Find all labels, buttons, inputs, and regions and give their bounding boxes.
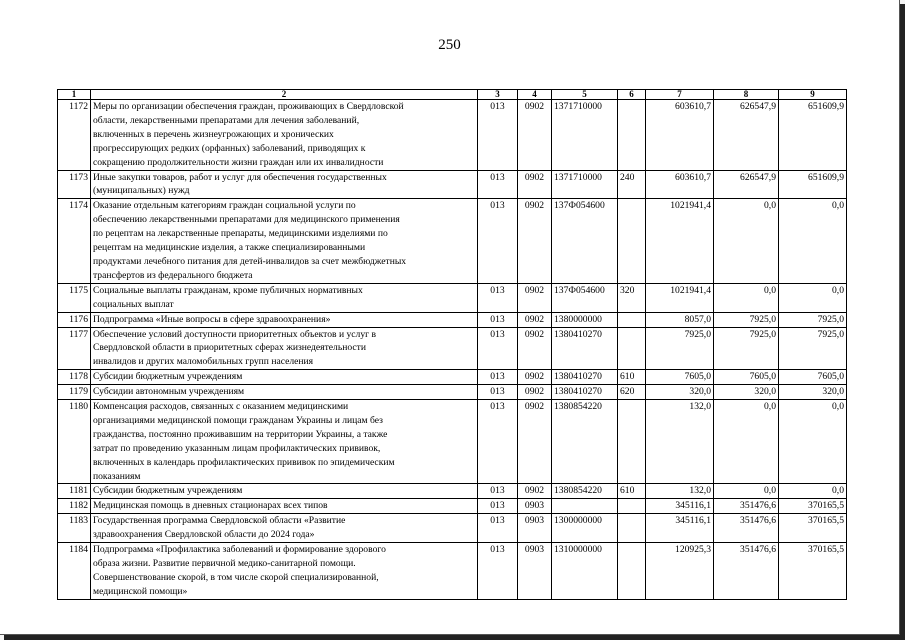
amount-year1-cell: 7605,0 bbox=[646, 370, 714, 385]
amount-year3-cell: 7605,0 bbox=[779, 370, 847, 385]
amount-year1-cell: 345116,1 bbox=[646, 499, 714, 514]
amount-year1-cell: 1021941,4 bbox=[646, 283, 714, 312]
expense-type-cell: 620 bbox=[618, 385, 646, 400]
table-row bbox=[58, 312, 847, 327]
table-row bbox=[58, 499, 847, 514]
description-line: Государственная программа Свердловской области «Развитие bbox=[93, 515, 346, 527]
table-body bbox=[58, 100, 847, 600]
amount-year2-cell: 0,0 bbox=[714, 484, 779, 499]
description-line: показаниям bbox=[93, 470, 141, 482]
expense-type-cell: 240 bbox=[618, 170, 646, 199]
table-row bbox=[58, 100, 847, 171]
admin-code-cell: 013 bbox=[478, 327, 518, 370]
description-line: Подпрограмма «Иные вопросы в сфере здравоохранения» bbox=[93, 313, 331, 325]
row-number-cell: 1178 bbox=[58, 370, 91, 385]
expense-type-cell bbox=[618, 400, 646, 484]
description-cell bbox=[91, 385, 478, 400]
row-number-cell: 1172 bbox=[58, 100, 91, 171]
header-cell: 4 bbox=[518, 90, 552, 100]
row-number-cell: 1176 bbox=[58, 312, 91, 327]
description-cell bbox=[91, 400, 478, 484]
amount-year3-cell: 370165,5 bbox=[779, 543, 847, 600]
amount-year1-cell: 345116,1 bbox=[646, 514, 714, 543]
amount-year3-cell: 370165,5 bbox=[779, 514, 847, 543]
admin-code-cell: 013 bbox=[478, 312, 518, 327]
description-line: по рецептам на лекарственные препараты, медицинскими изделиями по bbox=[93, 228, 388, 240]
header-cell: 5 bbox=[552, 90, 618, 100]
amount-year3-cell: 7925,0 bbox=[779, 312, 847, 327]
amount-year3-cell: 0,0 bbox=[779, 199, 847, 283]
admin-code-cell: 013 bbox=[478, 514, 518, 543]
amount-year3-cell: 0,0 bbox=[779, 484, 847, 499]
target-code-cell: 1380854220 bbox=[552, 484, 618, 499]
amount-year1-cell: 120925,3 bbox=[646, 543, 714, 600]
amount-year3-cell: 651609,9 bbox=[779, 100, 847, 171]
row-number-cell: 1175 bbox=[58, 283, 91, 312]
description-cell bbox=[91, 514, 478, 543]
header-cell: 8 bbox=[714, 90, 779, 100]
section-code-cell: 0903 bbox=[518, 543, 552, 600]
target-code-cell: 1380410270 bbox=[552, 327, 618, 370]
amount-year3-cell: 370165,5 bbox=[779, 499, 847, 514]
amount-year2-cell: 7925,0 bbox=[714, 312, 779, 327]
description-line: Подпрограмма «Профилактика заболеваний и формирование здорового bbox=[93, 544, 386, 556]
description-line: Субсидии бюджетным учреждениям bbox=[93, 371, 243, 383]
amount-year3-cell: 7925,0 bbox=[779, 327, 847, 370]
description-line: обеспечению лекарственными препаратами для медицинского применения bbox=[93, 214, 400, 226]
description-line: Субсидии автономным учреждениям bbox=[93, 386, 245, 398]
amount-year2-cell: 0,0 bbox=[714, 283, 779, 312]
description-cell bbox=[91, 199, 478, 283]
amount-year3-cell: 651609,9 bbox=[779, 170, 847, 199]
amount-year2-cell: 351476,6 bbox=[714, 499, 779, 514]
expense-type-cell: 610 bbox=[618, 370, 646, 385]
header-row bbox=[58, 90, 847, 100]
description-cell bbox=[91, 484, 478, 499]
table-row bbox=[58, 400, 847, 484]
table-row bbox=[58, 327, 847, 370]
header-cell: 9 bbox=[779, 90, 847, 100]
description-line: здравоохранения Свердловской области до 2024 года» bbox=[93, 529, 315, 541]
page-shadow-right bbox=[900, 4, 905, 640]
amount-year1-cell: 132,0 bbox=[646, 400, 714, 484]
admin-code-cell: 013 bbox=[478, 543, 518, 600]
target-code-cell: 1310000000 bbox=[552, 543, 618, 600]
section-code-cell: 0902 bbox=[518, 100, 552, 171]
amount-year2-cell: 626547,9 bbox=[714, 170, 779, 199]
description-line: сокращению продолжительности жизни граждан или их инвалидности bbox=[93, 156, 384, 168]
description-line: трансфертов из федерального бюджета bbox=[93, 269, 253, 281]
table-row bbox=[58, 514, 847, 543]
description-line: медицинской помощи» bbox=[93, 585, 188, 597]
description-line: Компенсация расходов, связанных с оказанием медицинскими bbox=[93, 401, 349, 413]
amount-year2-cell: 351476,6 bbox=[714, 514, 779, 543]
row-number-cell: 1174 bbox=[58, 199, 91, 283]
amount-year2-cell: 7925,0 bbox=[714, 327, 779, 370]
amount-year1-cell: 8057,0 bbox=[646, 312, 714, 327]
description-line: включенных в перечень жизнеугрожающих и хронических bbox=[93, 128, 334, 140]
admin-code-cell: 013 bbox=[478, 100, 518, 171]
amount-year3-cell: 0,0 bbox=[779, 283, 847, 312]
expense-type-cell bbox=[618, 499, 646, 514]
target-code-cell: 1300000000 bbox=[552, 514, 618, 543]
description-line: рецептам на медицинские изделия, а также специализированными bbox=[93, 242, 366, 254]
header-cell: 2 bbox=[91, 90, 478, 100]
row-number-cell: 1184 bbox=[58, 543, 91, 600]
target-code-cell: 1380000000 bbox=[552, 312, 618, 327]
page-number: 250 bbox=[438, 37, 461, 53]
row-number-cell: 1177 bbox=[58, 327, 91, 370]
target-code-cell: 137Ф054600 bbox=[552, 283, 618, 312]
header-cell: 7 bbox=[646, 90, 714, 100]
amount-year2-cell: 0,0 bbox=[714, 199, 779, 283]
budget-table bbox=[57, 89, 847, 600]
target-code-cell: 1371710000 bbox=[552, 170, 618, 199]
description-cell bbox=[91, 170, 478, 199]
section-code-cell: 0902 bbox=[518, 370, 552, 385]
target-code-cell: 1380410270 bbox=[552, 385, 618, 400]
amount-year1-cell: 320,0 bbox=[646, 385, 714, 400]
amount-year1-cell: 1021941,4 bbox=[646, 199, 714, 283]
description-line: Иные закупки товаров, работ и услуг для обеспечения государственных bbox=[93, 171, 387, 183]
amount-year2-cell: 351476,6 bbox=[714, 543, 779, 600]
amount-year2-cell: 626547,9 bbox=[714, 100, 779, 171]
description-cell bbox=[91, 100, 478, 171]
target-code-cell: 137Ф054600 bbox=[552, 199, 618, 283]
description-line: прогрессирующих редких (орфанных) заболеваний, приводящих к bbox=[93, 142, 366, 154]
section-code-cell: 0903 bbox=[518, 499, 552, 514]
expense-type-cell bbox=[618, 199, 646, 283]
amount-year1-cell: 7925,0 bbox=[646, 327, 714, 370]
description-line: Медицинская помощь в дневных стационарах всех типов bbox=[93, 500, 328, 512]
admin-code-cell: 013 bbox=[478, 199, 518, 283]
expense-type-cell bbox=[618, 514, 646, 543]
description-line: образа жизни. Развитие первичной медико-санитарной помощи. bbox=[93, 558, 356, 569]
admin-code-cell: 013 bbox=[478, 484, 518, 499]
section-code-cell: 0902 bbox=[518, 170, 552, 199]
row-number-cell: 1181 bbox=[58, 484, 91, 499]
description-line: Меры по организации обеспечения граждан, проживающих в Свердловской bbox=[93, 101, 404, 112]
admin-code-cell: 013 bbox=[478, 283, 518, 312]
admin-code-cell: 013 bbox=[478, 370, 518, 385]
expense-type-cell bbox=[618, 312, 646, 327]
target-code-cell: 1380410270 bbox=[552, 370, 618, 385]
section-code-cell: 0902 bbox=[518, 312, 552, 327]
table-row bbox=[58, 543, 847, 600]
section-code-cell: 0902 bbox=[518, 283, 552, 312]
header-cell: 1 bbox=[58, 90, 91, 100]
section-code-cell: 0902 bbox=[518, 327, 552, 370]
description-cell bbox=[91, 312, 478, 327]
amount-year3-cell: 320,0 bbox=[779, 385, 847, 400]
description-line: (муниципальных) нужд bbox=[93, 185, 190, 197]
admin-code-cell: 013 bbox=[478, 499, 518, 514]
expense-type-cell bbox=[618, 327, 646, 370]
description-line: продуктами лечебного питания для детей-инвалидов за счет межбюджетных bbox=[93, 255, 407, 267]
row-number-cell: 1183 bbox=[58, 514, 91, 543]
target-code-cell: 1371710000 bbox=[552, 100, 618, 171]
amount-year1-cell: 603610,7 bbox=[646, 170, 714, 199]
expense-type-cell bbox=[618, 100, 646, 171]
description-cell bbox=[91, 283, 478, 312]
section-code-cell: 0902 bbox=[518, 199, 552, 283]
table-row bbox=[58, 283, 847, 312]
description-line: затрат по проведению указанным лицам профилактических прививок, bbox=[93, 442, 381, 454]
page-shadow-bottom bbox=[4, 635, 905, 640]
table-row bbox=[58, 385, 847, 400]
section-code-cell: 0902 bbox=[518, 400, 552, 484]
target-code-cell: 1380854220 bbox=[552, 400, 618, 484]
amount-year2-cell: 320,0 bbox=[714, 385, 779, 400]
expense-type-cell: 610 bbox=[618, 484, 646, 499]
expense-type-cell bbox=[618, 543, 646, 600]
section-code-cell: 0902 bbox=[518, 385, 552, 400]
description-line: гражданства, постоянно проживавшим на территории Украины, а также bbox=[93, 428, 388, 440]
description-cell bbox=[91, 370, 478, 385]
row-number-cell: 1180 bbox=[58, 400, 91, 484]
description-cell bbox=[91, 499, 478, 514]
row-number-cell: 1182 bbox=[58, 499, 91, 514]
description-line: социальных выплат bbox=[93, 298, 174, 310]
description-line: Социальные выплаты гражданам, кроме публичных нормативных bbox=[93, 284, 363, 296]
description-line: Свердловской области в приоритетных сферах жизнедеятельности bbox=[93, 342, 366, 354]
description-line: инвалидов и других маломобильных групп населения bbox=[93, 356, 314, 368]
description-line: Субсидии бюджетным учреждениям bbox=[93, 485, 243, 497]
amount-year2-cell: 0,0 bbox=[714, 400, 779, 484]
description-line: Совершенствование скорой, в том числе скорой специализированной, bbox=[93, 571, 379, 583]
amount-year3-cell: 0,0 bbox=[779, 400, 847, 484]
description-line: Обеспечение условий доступности приоритетных объектов и услуг в bbox=[93, 328, 376, 340]
admin-code-cell: 013 bbox=[478, 170, 518, 199]
section-code-cell: 0903 bbox=[518, 514, 552, 543]
description-line: Оказание отдельным категориям граждан социальной услуги по bbox=[93, 200, 356, 212]
section-code-cell: 0902 bbox=[518, 484, 552, 499]
expense-type-cell: 320 bbox=[618, 283, 646, 312]
description-line: организациями медицинской помощи гражданам Украины и лицам без bbox=[93, 414, 383, 426]
description-line: области, лекарственными препаратами для лечения заболеваний, bbox=[93, 114, 360, 126]
table-row bbox=[58, 484, 847, 499]
amount-year1-cell: 603610,7 bbox=[646, 100, 714, 171]
table-row bbox=[58, 370, 847, 385]
amount-year1-cell: 132,0 bbox=[646, 484, 714, 499]
table-row bbox=[58, 199, 847, 283]
description-cell bbox=[91, 543, 478, 600]
row-number-cell: 1173 bbox=[58, 170, 91, 199]
admin-code-cell: 013 bbox=[478, 385, 518, 400]
description-cell bbox=[91, 327, 478, 370]
target-code-cell bbox=[552, 499, 618, 514]
admin-code-cell: 013 bbox=[478, 400, 518, 484]
header-cell: 3 bbox=[478, 90, 518, 100]
header-cell: 6 bbox=[618, 90, 646, 100]
table-row bbox=[58, 170, 847, 199]
row-number-cell: 1179 bbox=[58, 385, 91, 400]
description-line: включенных в календарь профилактических прививок по эпидемическим bbox=[93, 456, 395, 468]
amount-year2-cell: 7605,0 bbox=[714, 370, 779, 385]
